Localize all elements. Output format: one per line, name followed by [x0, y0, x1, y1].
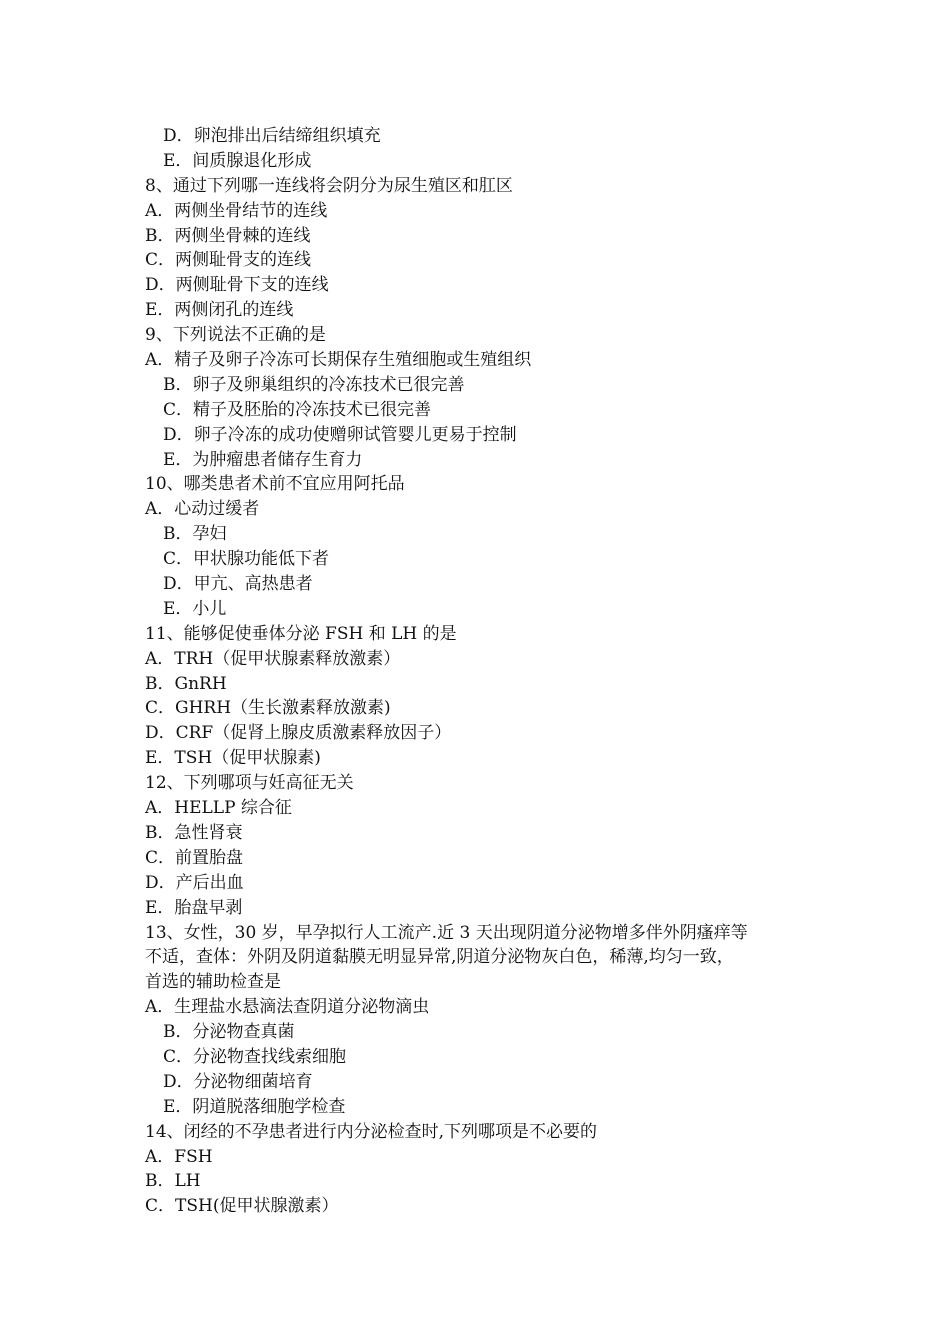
- text-line: E．两侧闭孔的连线: [145, 300, 294, 321]
- text-line: D．卵子冷冻的成功使赠卵试管婴儿更易于控制: [163, 424, 517, 445]
- text-line: C．甲状腺功能低下者: [163, 549, 330, 570]
- text-line: 12、下列哪项与妊高征无关: [145, 773, 354, 794]
- text-line: 10、哪类患者术前不宜应用阿托品: [145, 474, 405, 495]
- text-line: B．孕妇: [163, 524, 227, 545]
- text-line: 11、能够促使垂体分泌 FSH 和 LH 的是: [145, 623, 457, 644]
- text-line: D．卵泡排出后结缔组织填充: [163, 126, 381, 146]
- text-line: A．HELLP 综合征: [145, 798, 292, 819]
- text-line: D．两侧耻骨下支的连线: [145, 275, 329, 296]
- text-line: D．CRF（促肾上腺皮质激素释放因子）: [145, 723, 452, 744]
- text-line: A．TRH（促甲状腺素释放激素）: [145, 648, 401, 669]
- text-line: C．前置胎盘: [145, 847, 244, 868]
- text-line: 不适，查体：外阴及阴道黏膜无明显异常,阴道分泌物灰白色，稀薄,均匀一致，: [145, 947, 734, 968]
- text-line: B．GnRH: [145, 673, 227, 694]
- text-line: E．间质腺退化形成: [163, 150, 312, 171]
- text-line: C．精子及胚胎的冷冻技术已很完善: [163, 399, 432, 420]
- text-line: 9、下列说法不正确的是: [145, 325, 326, 346]
- text-line: E．为肿瘤患者储存生育力: [163, 449, 363, 470]
- text-line: B．卵子及卵巢组织的冷冻技术已很完善: [163, 374, 465, 395]
- text-line: 13、女性，30 岁，早孕拟行人工流产.近 3 天出现阴道分泌物增多伴外阴瘙痒等: [145, 922, 748, 943]
- text-line: A．心动过缓者: [145, 499, 260, 520]
- text-line: 首选的辅助检查是: [145, 972, 281, 993]
- text-line: A．FSH: [145, 1146, 213, 1167]
- text-line: C．两侧耻骨支的连线: [145, 250, 312, 271]
- text-line: C．GHRH（生长激素释放激素): [145, 698, 391, 719]
- text-line: B．LH: [145, 1171, 201, 1192]
- text-line: E．阴道脱落细胞学检查: [163, 1096, 346, 1117]
- document-body: [145, 124, 825, 1219]
- text-line: A．生理盐水悬滴法查阴道分泌物滴虫: [145, 997, 430, 1018]
- text-line: D．甲亢、高热患者: [163, 574, 313, 595]
- text-line: A．精子及卵子冷冻可长期保存生殖细胞或生殖组织: [145, 350, 532, 371]
- text-line: C．分泌物查找线索细胞: [163, 1046, 347, 1067]
- text-line: E．TSH（促甲状腺素): [145, 748, 321, 769]
- text-line: A．两侧坐骨结节的连线: [145, 200, 328, 221]
- text-line: C．TSH(促甲状腺激素）: [145, 1196, 339, 1217]
- text-line: B．急性肾衰: [145, 822, 243, 843]
- text-line: E．胎盘早剥: [145, 897, 243, 918]
- text-line: B．两侧坐骨棘的连线: [145, 225, 311, 246]
- text-line: B．分泌物查真菌: [163, 1022, 295, 1043]
- text-line: E．小儿: [163, 598, 227, 619]
- text-line: 14、闭经的不孕患者进行内分泌检查时,下列哪项是不必要的: [145, 1121, 598, 1142]
- text-line: 8、通过下列哪一连线将会阴分为尿生殖区和肛区: [145, 175, 513, 196]
- text-line: D．分泌物细菌培育: [163, 1071, 313, 1092]
- text-line: D．产后出血: [145, 872, 244, 893]
